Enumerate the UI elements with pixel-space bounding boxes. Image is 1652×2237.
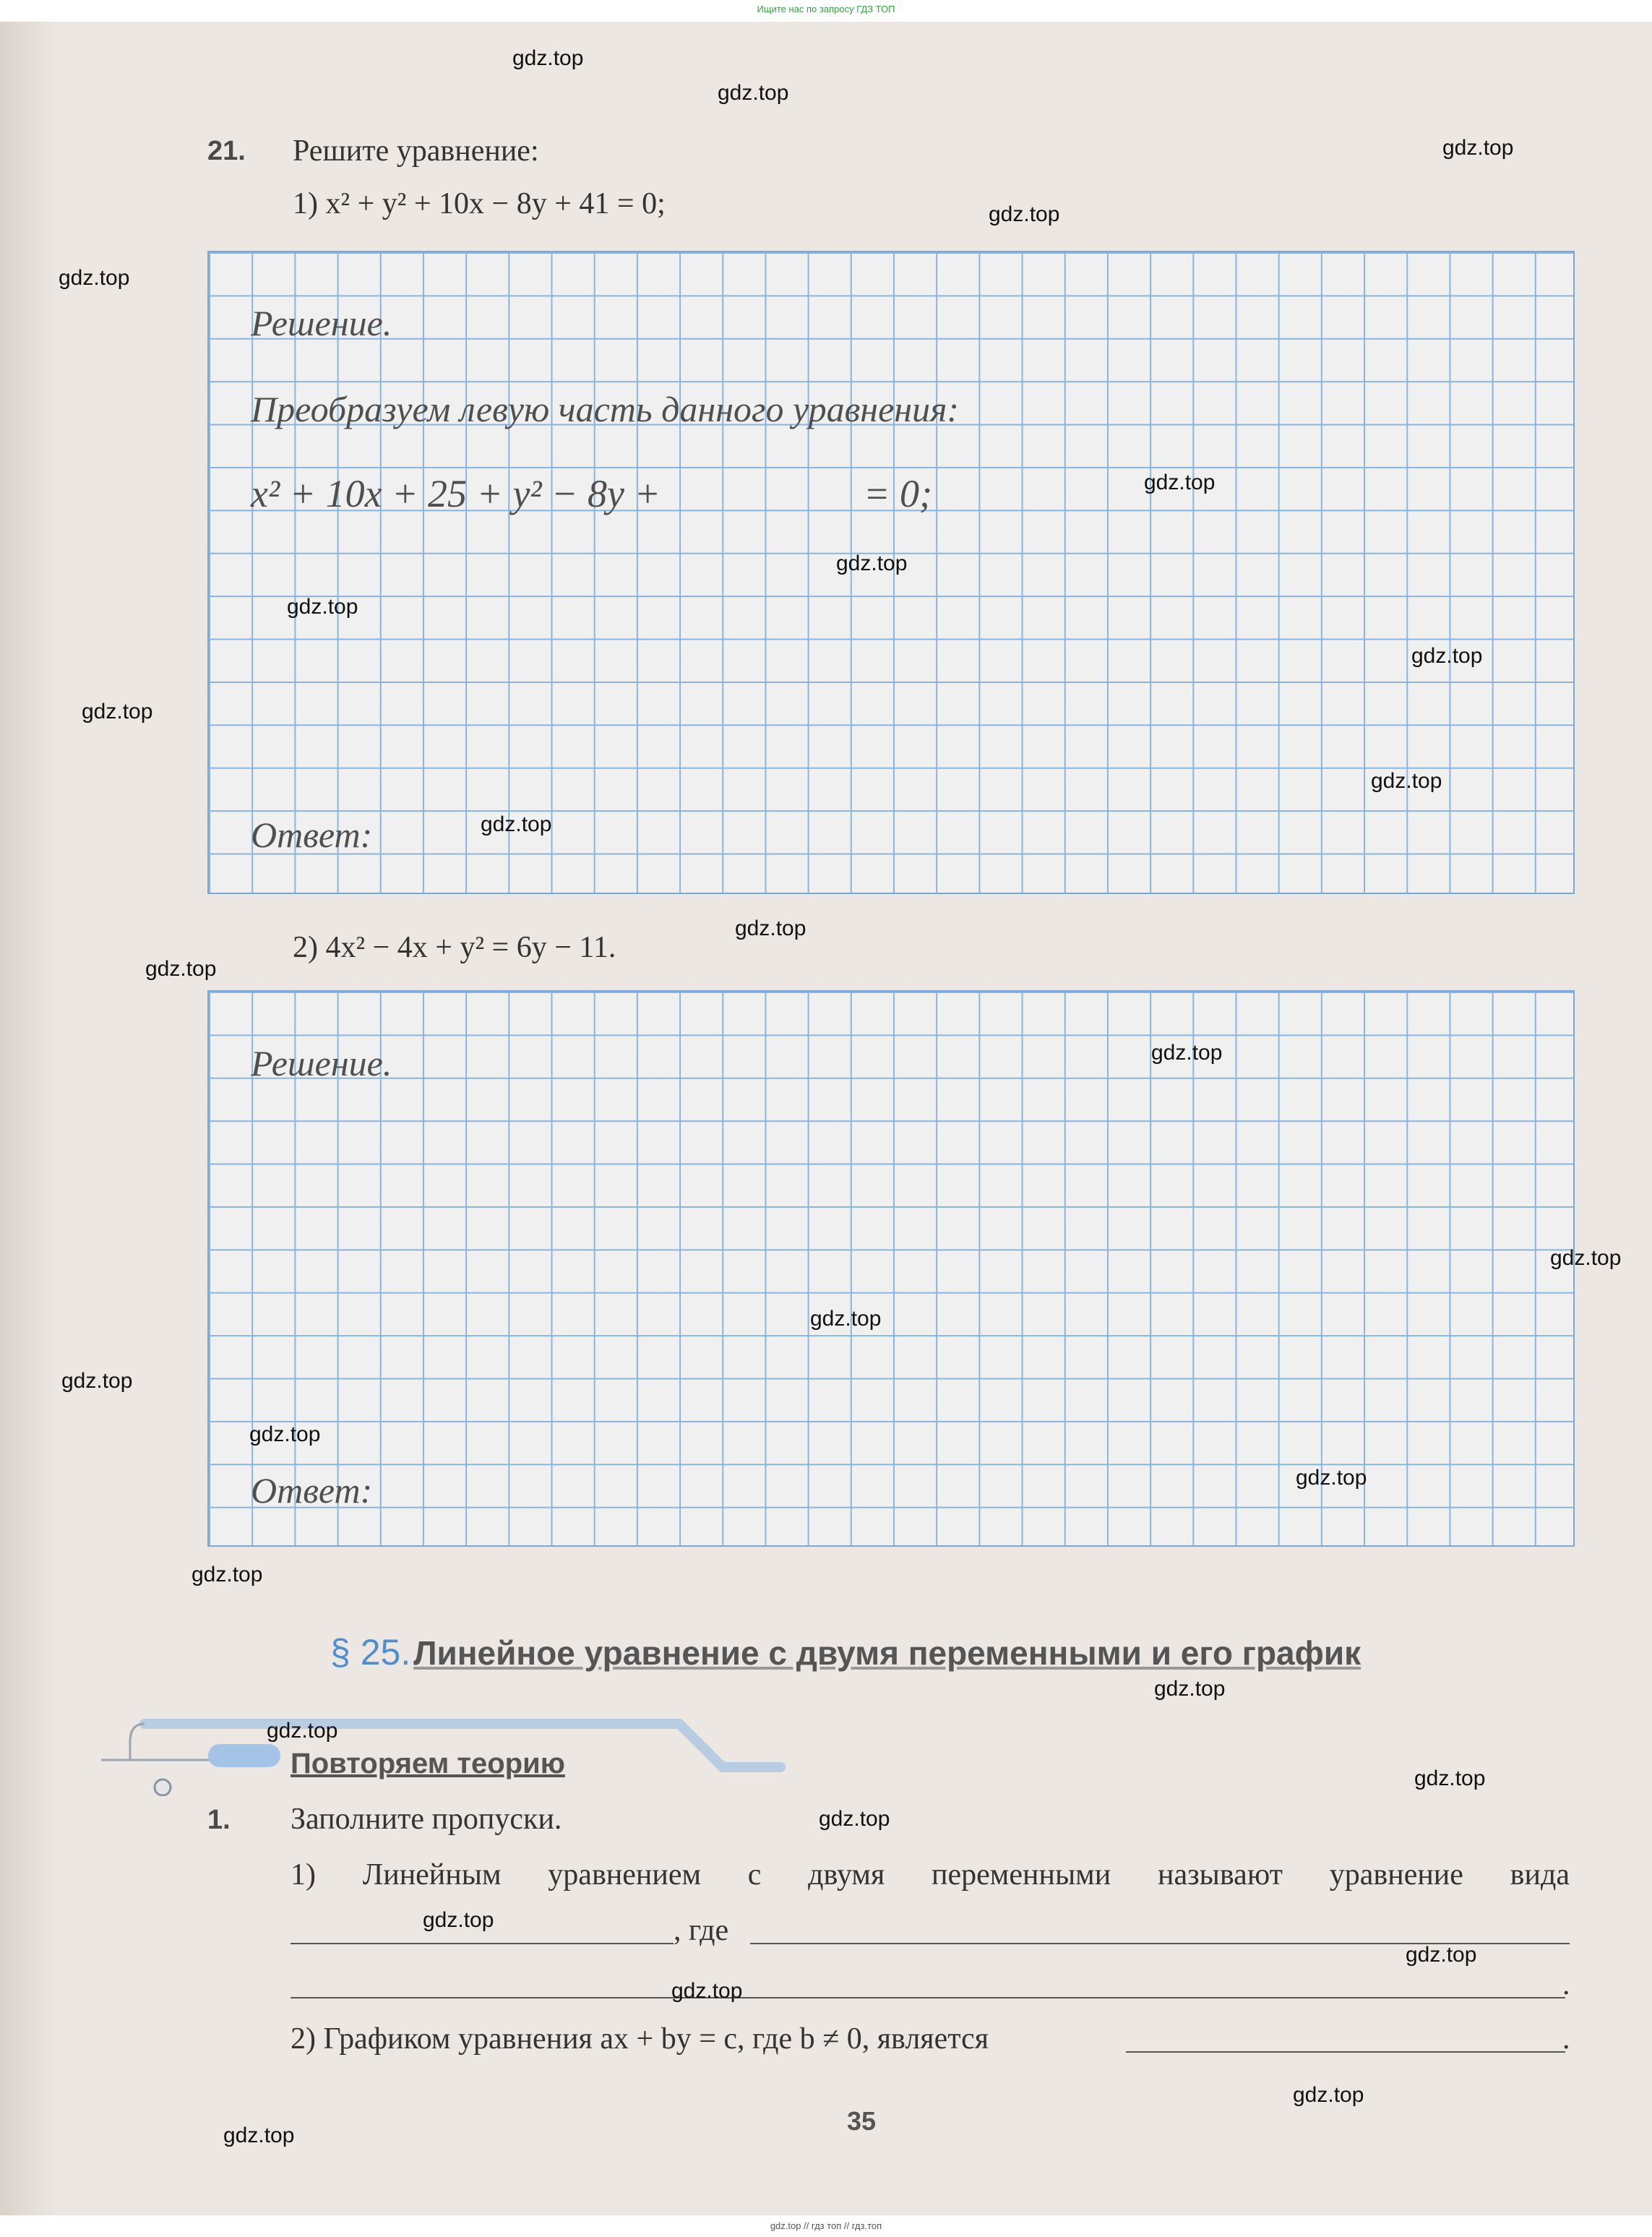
watermark: gdz.top	[423, 1908, 494, 1932]
solution-step-1: Преобразуем левую часть данного уравнения:	[251, 389, 959, 429]
answer-label-2: Ответ:	[251, 1470, 373, 1511]
watermark: gdz.top	[192, 1563, 263, 1586]
answer-label-1: Ответ:	[251, 815, 373, 855]
watermark: gdz.top	[819, 1807, 890, 1831]
top-notice-bar	[0, 0, 1652, 22]
watermark: gdz.top	[512, 46, 584, 70]
watermark: gdz.top	[1151, 1041, 1223, 1065]
solution-step-2-left: x² + 10x + 25 + y² − 8y +	[251, 472, 661, 515]
watermark: gdz.top	[1296, 1466, 1367, 1490]
watermark: gdz.top	[810, 1307, 882, 1331]
section-title: Линейное уравнение с двумя переменными и его график	[413, 1634, 1361, 1672]
theory-item-1: 1) Линейным уравнением с двумя переменными называют уравнение вида	[291, 1858, 1570, 1892]
task-title: Решите уравнение:	[293, 134, 539, 168]
watermark: gdz.top	[481, 812, 552, 836]
bottom-notice-text: gdz.top // гдз топ // гдз.топ	[770, 2220, 882, 2231]
watermark: gdz.top	[1154, 1677, 1226, 1701]
theory-item-1-where: , где	[674, 1914, 729, 1947]
watermark: gdz.top	[61, 1369, 133, 1393]
watermark: gdz.top	[145, 957, 217, 981]
bottom-notice-bar	[0, 2215, 1652, 2237]
blank-line-1[interactable]	[291, 1943, 674, 1944]
equation-part-1: 1) x² + y² + 10x − 8y + 41 = 0;	[293, 187, 666, 220]
theory-task-title: Заполните пропуски.	[291, 1803, 562, 1836]
watermark: gdz.top	[223, 2124, 295, 2147]
top-notice-text: Ищите нас по запросу ГДЗ ТОП	[757, 4, 895, 14]
watermark: gdz.top	[1406, 1943, 1477, 1967]
solution-label-2: Решение.	[251, 1043, 392, 1083]
watermark: gdz.top	[1414, 1766, 1486, 1790]
theory-item-1-end: .	[1562, 1968, 1570, 2001]
equation-part-2: 2) 4x² − 4x + y² = 6y − 11.	[293, 931, 616, 964]
watermark: gdz.top	[59, 266, 130, 290]
blank-line-3[interactable]	[291, 1997, 1565, 1998]
solution-label-1: Решение.	[251, 303, 392, 343]
section-heading	[330, 1631, 1361, 1673]
theory-task-number: 1.	[207, 1805, 231, 1835]
watermark: gdz.top	[82, 700, 153, 724]
watermark: gdz.top	[267, 1719, 338, 1743]
watermark: gdz.top	[989, 202, 1060, 226]
task-number: 21.	[207, 136, 246, 166]
theory-item-2: 2) Графиком уравнения ax + by = c, где b ≠ 0, является	[291, 2022, 989, 2056]
watermark: gdz.top	[1411, 644, 1483, 668]
watermark: gdz.top	[671, 1979, 743, 2003]
watermark: gdz.top	[836, 551, 908, 575]
solution-step-2-right: = 0;	[864, 472, 932, 515]
watermark: gdz.top	[1550, 1246, 1622, 1270]
watermark: gdz.top	[287, 595, 358, 619]
watermark: gdz.top	[718, 81, 789, 105]
watermark: gdz.top	[735, 916, 806, 940]
theory-title: Повторяем теорию	[291, 1748, 565, 1779]
watermark: gdz.top	[1371, 769, 1442, 793]
blank-line-4[interactable]	[1126, 2051, 1565, 2053]
theory-item-2-end: .	[1562, 2022, 1570, 2056]
page-number: 35	[847, 2106, 877, 2136]
watermark: gdz.top	[1293, 2083, 1364, 2107]
section-number: § 25.	[330, 1632, 411, 1673]
watermark: gdz.top	[1442, 136, 1514, 160]
watermark: gdz.top	[1144, 471, 1216, 494]
watermark: gdz.top	[249, 1422, 321, 1446]
answer-grid-2[interactable]	[207, 990, 1575, 1547]
page-spine-shadow	[0, 22, 58, 2215]
